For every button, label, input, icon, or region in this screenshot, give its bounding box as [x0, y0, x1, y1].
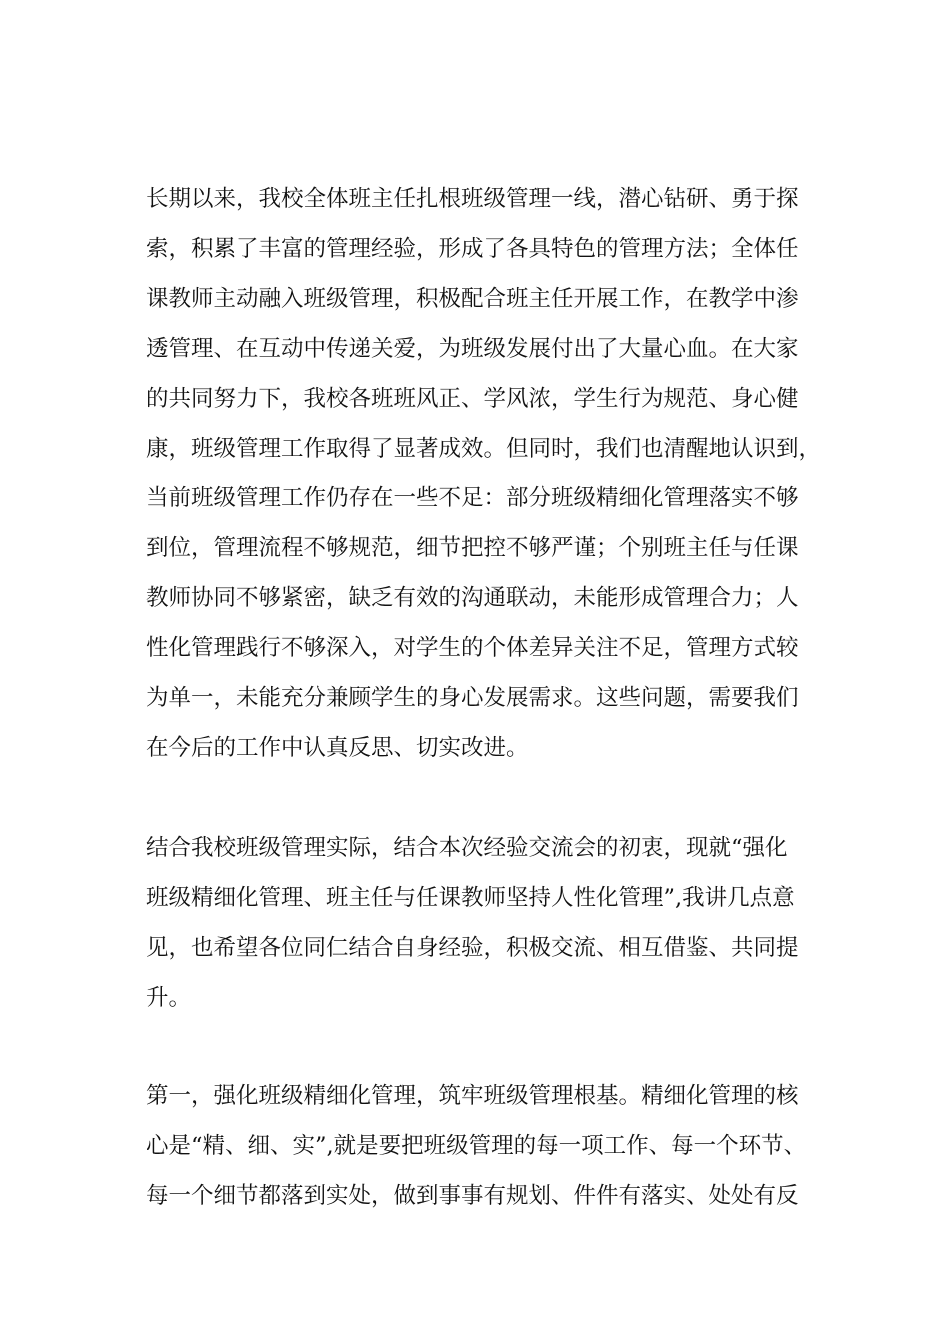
text-line: 索，积累了丰富的管理经验，形成了各具特色的管理方法；全体任: [146, 235, 799, 262]
text-line: 结合我校班级管理实际，结合本次经验交流会的初衷，现就“强化: [146, 835, 788, 861]
text-line: 性化管理践行不够深入，对学生的个体差异关注不足，管理方式较: [146, 635, 799, 662]
text-line: 升。: [146, 984, 192, 1011]
paragraph-3: [146, 1072, 822, 1222]
text-line: 第一，强化班级精细化管理，筑牢班级管理根基。精细化管理的核: [146, 1083, 799, 1109]
text-line: 课教师主动融入班级管理，积极配合班主任开展工作，在教学中渗: [146, 285, 799, 312]
paragraph-1: [146, 175, 822, 774]
text-line: 康，班级管理工作取得了显著成效。但同时，我们也清醒地认识到，: [146, 435, 822, 462]
text-line: 教师协同不够紧密，缺乏有效的沟通联动，未能形成管理合力；人: [146, 585, 799, 612]
text-line: 在今后的工作中认真反思、切实改进。: [146, 734, 529, 761]
text-line: 班级精细化管理、班主任与任课教师坚持人性化管理”,我讲几点意: [146, 884, 795, 911]
text-line: 透管理、在互动中传递关爱，为班级发展付出了大量心血。在大家: [146, 335, 799, 362]
text-line: 的共同努力下，我校各班班风正、学风浓，学生行为规范、身心健: [146, 385, 799, 412]
text-line: 到位，管理流程不够规范，细节把控不够严谨；个别班主任与任课: [146, 535, 799, 562]
text-line: 见，也希望各位同仁结合自身经验，积极交流、相互借鉴、共同提: [146, 934, 799, 961]
text-line: 为单一，未能充分兼顾学生的身心发展需求。这些问题，需要我们: [146, 685, 799, 712]
text-line: 心是“精、细、实”,就是要把班级管理的每一项工作、每一个环节、: [146, 1132, 807, 1159]
text-line: 长期以来，我校全体班主任扎根班级管理一线，潜心钻研、勇于探: [146, 186, 799, 212]
text-line: 当前班级管理工作仍存在一些不足：部分班级精细化管理落实不够: [146, 485, 799, 512]
text-line: 每一个细节都落到实处，做到事事有规划、件件有落实、处处有反: [146, 1182, 799, 1209]
paragraph-2: [146, 824, 822, 1024]
